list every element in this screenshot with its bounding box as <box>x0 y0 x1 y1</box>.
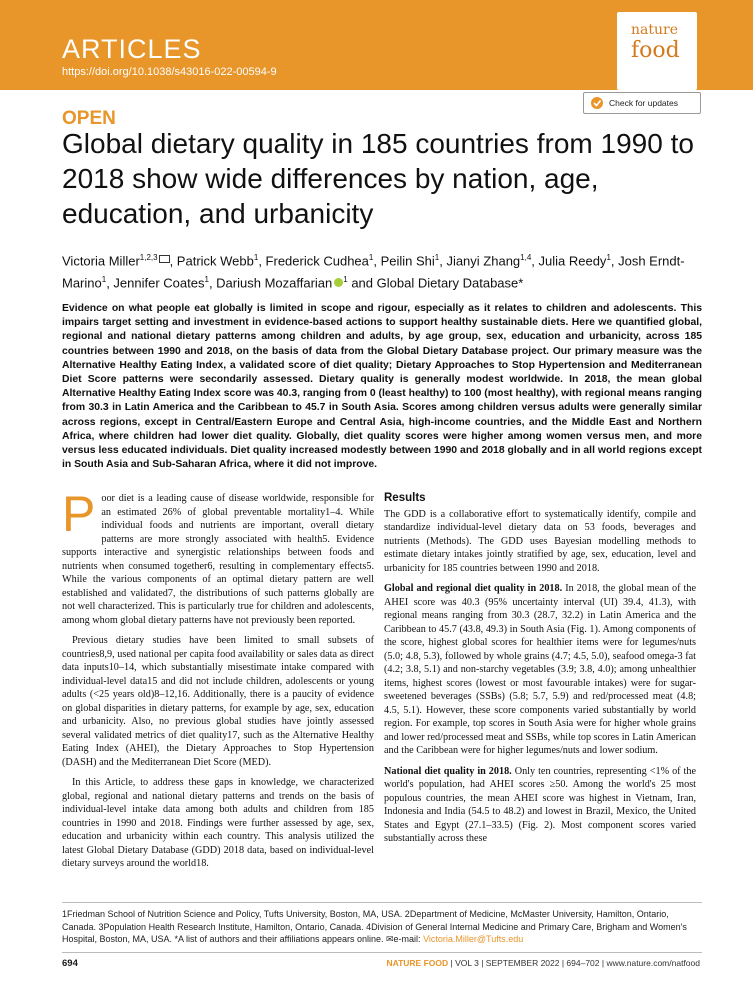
section-banner <box>0 0 753 90</box>
check-for-updates-button[interactable] <box>583 92 701 114</box>
author-name[interactable]: , Peilin Shi <box>373 253 435 269</box>
page-number: 694 <box>62 958 78 969</box>
intro-paragraph <box>62 486 374 627</box>
section-label: ARTICLES <box>62 34 202 64</box>
affiliation-sup: 1 <box>434 253 440 262</box>
affiliation-sup: 1,2,3 <box>139 253 158 262</box>
intro-text: oor diet is a leading cause of disease worldwide, responsible for an estimated 26% of global preventable mortality1–4. While individual foods and nutrients are important, overall dietary patterns are more strongly associated with health5. Evidence supports interactive and synergistic relationships between foods and nutrients when consumed together6, resulting in complementary effects5. While the various components of an optimal dietary pattern are well established and validated7, the distributions of such patterns globally are not well characterized. This is particularly true for children and adolescents, among whom global dietary patterns have not previously been reported. <box>62 493 374 626</box>
affiliation-sup: 1 <box>101 275 107 285</box>
drop-cap: P <box>62 486 96 542</box>
footnote-divider <box>62 902 702 903</box>
corresponding-email[interactable]: Victoria.Miller@Tufts.edu <box>423 934 524 944</box>
article-title: Global dietary quality in 185 countries from 1990 to 2018 show wide differences by nation, age, education, and urbanicity <box>62 128 694 229</box>
journal-logo[interactable] <box>617 12 697 90</box>
body-paragraph <box>384 582 696 758</box>
results-heading: Results <box>384 492 426 504</box>
affiliation-sup: 1 <box>343 275 348 285</box>
run-in-heading: National diet quality in 2018. <box>384 765 512 777</box>
abstract: Evidence on what people eat globally is limited in scope and rigour, especially as it relates to children and adolescents. This impairs target setting and investment in evidence-based actions to support healthy sustainable diets. Here we quantified global, regional and national dietary patterns among children and adults, by age group, sex, education and urbanicity, across 185 countries between 1990 and 2018, on the basis of data from the Global Dietary Database project. Our primary measure was the Alternative Healthy Eating Index, a validated score of diet quality; Dietary Approaches to Stop Hypertension and Mediterranean Diet Score patterns were secondarily assessed. Dietary quality is generally modest worldwide. In 2018, the mean global Alternative Healthy Eating Index score was 40.3, ranging from 0 (least healthy) to 100 (most healthy), with regional means ranging from 30.3 in Latin America and the Caribbean to 45.7 in South Asia. Scores among children versus adults were generally similar across regions, except in Central/Eastern Europe and Central Asia, high-income countries, and the Middle East and Northern Africa, where children had lower diet quality. Globally, diet quality scores were higher among women versus men, and more versus less educated individuals. Diet quality increased modestly between 1990 and 2018 globally and in all world regions except in South Asia and Sub-Saharan Africa, where it did not improve. <box>62 303 702 471</box>
mail-icon[interactable] <box>159 255 170 263</box>
body-column-right <box>384 492 696 853</box>
author-name[interactable]: , Josh Erndt-Marino <box>62 253 685 291</box>
logo-food-text: food <box>631 38 680 63</box>
orcid-icon[interactable] <box>334 278 343 287</box>
issue-info: | VOL 3 | SEPTEMBER 2022 | 694–702 | <box>448 958 607 968</box>
doi-link[interactable]: https://doi.org/10.1038/s43016-022-00594-9 <box>62 66 277 78</box>
check-updates-label: Check for updates <box>609 98 678 108</box>
footer-divider <box>62 952 702 953</box>
journal-url[interactable]: www.nature.com/natfood <box>606 958 700 968</box>
author-name[interactable]: , Julia Reedy <box>531 253 607 269</box>
author-list <box>62 248 702 293</box>
affiliation-sup: 1 <box>606 253 611 262</box>
logo-nature-text: nature <box>631 22 678 38</box>
affiliation-sup: 1,4 <box>520 253 532 262</box>
author-name[interactable]: , Jianyi Zhang <box>439 253 521 269</box>
body-paragraph <box>384 765 696 846</box>
affiliation-sup: 1 <box>204 275 209 285</box>
paragraph-text: Only ten countries, representing <1% of the world's population, had AHEI scores ≥50. Among the world's 25 most populous countries, the mean AHEI score was highest in Vietnam, Iran, Indonesia and India (54.5 to 48.2) and lowest in Brazil, Mexico, the United States and Egypt (27.1–33.5) (Fig. 2). Most component scores varied substantially across these <box>384 765 696 844</box>
body-paragraph: In this Article, to address these gaps in knowledge, we characterized global, regional and national dietary patterns and trends on the basis of individual-level intake data among both adults and children from 185 countries in 1990 and 2018. Findings were further assessed by age, sex, education and urbanicity within each country. This analysis utilized the latest Global Dietary Database (GDD) 2018 data, based on individual-level dietary surveys around the world18. <box>62 777 374 869</box>
body-paragraph: Previous dietary studies have been limited to small subsets of countries8,9, used national per capita food availability or sales data as direct data inputs10–14, which substantially misestimate intake compared with individual-level data15 and did not include children, adolescents or young adults (<25 years old)8–12,16. Additionally, there is a paucity of evidence on global disparities in dietary patterns, for example by age, sex, education and urbanicity. Also, no previous global studies have jointly assessed several validated metrics of diet quality17, such as the Alternative Healthy Eating Index (AHEI), the Dietary Approaches to Stop Hypertension (DASH) and the Mediterranean Diet Score (MED). <box>62 635 374 768</box>
journal-citation <box>386 958 700 968</box>
journal-name: NATURE FOOD <box>386 958 449 968</box>
consortium-name: and Global Dietary Database* <box>347 275 524 291</box>
affiliation-sup: 1 <box>368 253 374 262</box>
author-name[interactable]: , Dariush Mozaffarian <box>208 275 333 291</box>
affiliations-text: 1Friedman School of Nutrition Science and Policy, Tufts University, Boston, MA, USA. 2Department of Medicine, McMaster University, Hamilton, Ontario, Canada. 3Population Health Research Institute, Hamilton, Ontario, Canada. 4Division of General Internal Medicine and Primary Care, Brigham and Women's Hospital, Boston, MA, USA. *A list of authors and their affiliations appears online. ✉e-mail: <box>62 909 687 944</box>
affiliations-footnote <box>62 908 702 946</box>
author-name[interactable]: Victoria Miller <box>62 253 140 269</box>
body-paragraph: The GDD is a collaborative effort to systematically identify, compile and standardize individual-level dietary data on 53 foods, beverages and nutrients (Methods). The GDD uses Bayesian modelling methods to estimate dietary intakes jointly stratified by age, sex, education, level and urbanicity for 185 countries between 1990 and 2018. <box>384 508 696 574</box>
author-name[interactable]: , Patrick Webb <box>169 253 254 269</box>
body-column-left <box>62 486 374 878</box>
author-name[interactable]: , Frederick Cudhea <box>258 253 369 269</box>
affiliation-sup: 1 <box>253 253 259 262</box>
paragraph-text: In 2018, the global mean of the AHEI score was 40.3 (95% uncertainty interval (UI) 39.4, 41.3), with regional means ranging from 30.3 (28.7, 32.2) in Latin America and the Caribbean to 45.7 (43.8, 49.3) in South Asia (Fig. 1). Among components of the score, highest global scores for healthier items were for legumes/nuts (5.0; 4.8, 5.3), followed by whole grains (4.7; 4.5, 5.0), seafood omega-3 fat (4.2; 3.8, 5.1) and non-starchy vegetables (3.9; 3.8, 4.0); among unhealthier items, highest scores (lowest or most favourable intakes) were for sugar-sweetened beverages (SSBs) (5.8; 5.7, 5.9) and red/processed meat (4.8; 4.5, 5.1). However, these score components varied substantially by world region. For example, top scores in South Asia were for higher whole grains and lower red/processed meat and SSBs, while top scores in Latin American and the Caribbean were for higher legumes/nuts and lower sodium. <box>384 583 696 756</box>
author-name[interactable]: , Jennifer Coates <box>106 275 205 291</box>
check-updates-icon <box>590 96 604 110</box>
run-in-heading: Global and regional diet quality in 2018. <box>384 583 563 594</box>
open-access-label: OPEN <box>62 108 116 129</box>
